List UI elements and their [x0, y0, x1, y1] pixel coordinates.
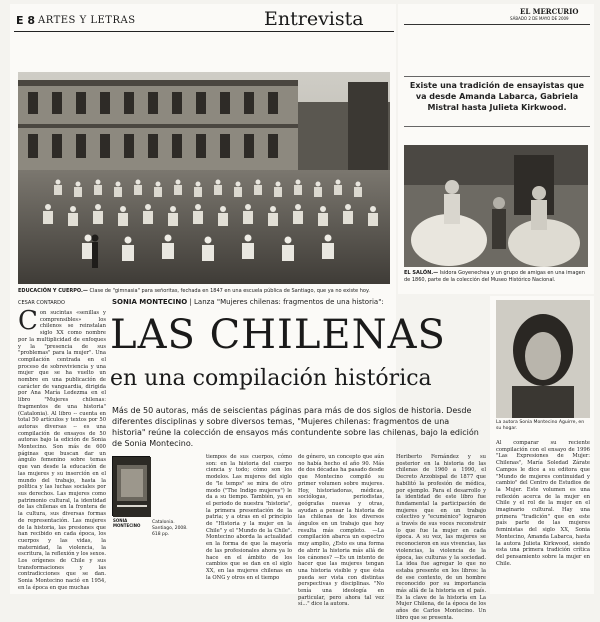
book-cover: [112, 456, 150, 516]
newspaper-logo: EL MERCURIO: [520, 7, 579, 16]
salon-photo-caption-label: EL SALÓN.—: [404, 270, 439, 276]
body-column-1: [18, 306, 107, 592]
main-photo-caption: [18, 288, 390, 295]
schoolyard-photo-illustration: [18, 72, 390, 284]
body-column-4: Heriberto Fernández y su posterior en la historia de las chilenas de 1960 a 1990, el Decreto Arzobispal de 1877 que habilitó la profesión de médica, por ejemplo. Para el desarrollo y la identidad de este libro fue fundamental la participación de mujeres que en un trabajo colectivo y "ecuménico" lograron a través de sus voces reconstruir lo que fue la mujer en cada época. A su vez, las mujeres se reconocieron en sus vivencias, las violencias, la violencia de la época, las culturas y la sociedad. La idea fue agregar lo que no estaba presente en los libros: la de ese contexto, de un hombre reconocido por su importancia más allá de la historia en el país. Es la clave de la historia en La Mujer Chilena, de la época de los años de Carlos Montecino. Un libro que se presenta.: [396, 454, 486, 621]
body-column-1-text: on sucintas «senillas y comprensibles» los chilenos se reinstalan siglo XX como nombre por la multiplicidad de enfoques y la "presencia de sus "problemas" para la mujer". Una compilación centrada en el proceso de sobreviviencia y una mujer que se ha vuelto un nombre en una publicación de carácter de vanguardia, dirigida por Ana María Ledezma en el libro "Mujeres chilenas: fragmentos de una historia" (Catalonia). Al libro -- cuenta en total 50 artículos y textos por 50 autoras diversas -- es una compilación de ensayos de 50 autoras bajo la edición de Sonia Montecino. Son más de 600 páginas que buscan dar un ángulo femenino sobre temas que van desde la educación de las mujeres y su inserción en el mundo del trabajo, hasta la política y las luchas sociales por sus derechos. Las mujeres como patrimonio cultural, la identidad de las chilenas en la frontera de la cultura, sus diversas formas de representación. Las mujeres de la historia, las presiones que han recibido en cada época, los cuerpos y las vidas, la maternidad, la violencia, la escritura, la reflexión y los sexos. Los orígenes de Chile y sus transformaciones y las contradicciones que se dan. Sonia Montecino nació en 1954, en la época en que muchas: [18, 310, 107, 591]
salon-photo-illustration: [404, 145, 588, 267]
main-photo: [18, 72, 390, 284]
kicker-text: Lanza "Mujeres chilenas: fragmentos de una historia":: [194, 298, 384, 306]
author-portrait-photo: [496, 300, 590, 418]
byline: CESAR CONTARDO: [18, 300, 65, 306]
body-column-2: tiempos de sus cuerpos, cómo son: en la historia del cuerpo ciencia y todo; cómo son los modelos. Las mujeres del siglo de "le temps" se mira de otro modo ("The Indigo mujeres") le da a su tiempo. También, ya en el periodo de nuestra "historia", la primera presentación de la patria; y a otras en el principio de "Historia y la mujer en la Chile" y el "Mundo de la Chile". Montecino aborda la actualidad en la forma de que la mayoría de las profesionales ahora ya lo hace en el ámbito de los cambios que se dan en el siglo XX, en las mujeres chilenas en la ONG y otros en el tiempo: [206, 454, 292, 581]
pullquote: Existe una tradición de ensayistas que va desde Amanda Labarca, Gabriela Mistral hasta Julieta Kirkwood.: [409, 81, 585, 112]
main-photo-caption-label: EDUCACIÓN Y CUERPO.—: [18, 288, 88, 294]
book-cover-art: [113, 457, 151, 517]
section-title: Entrevista: [264, 8, 364, 30]
lead-paragraph: Más de 50 autoras, más de seiscientas páginas para más de dos siglos de historia. Desde diferentes disciplinas y sobre diversos temas, "Mujeres chilenas: fragmentos de una historia" reúne la colección de ensayos más contundente sobre las chilenas, bajo la edición de Sonia Montecino.: [112, 406, 479, 448]
body-column-5: Al comparar su reciente compilación con el ensayo de 1996 "Las Expresiones de Mujer: Chilenas", María Soledad Zárate Campos le dice a su editora que "Mundo de mujeres continuidad y cambio" del Centro de Estudios de la Mujer. Este volumen es una reflexión acerca de la mujer en Chile y el rol de la mujer en el imaginario cultural. Hay una primera "tradición" que en este país parte de las mujeres feministas del siglo XX, Sonia Montecino, Amanda Labarca, hasta la autora Julieta Kirkwood, siendo esta una primera tradición crítica del pensamiento sobre la mujer en Chile.: [496, 440, 590, 567]
book-caption: Catalonia. Santiago, 2008. 618 pp.: [152, 520, 188, 537]
salon-photo: [404, 145, 588, 267]
salon-photo-caption-text: Isidora Goyenechea y un grupo de amigas en una imagen de 1860, parte de la colección del Museo Histórico Nacional.: [404, 270, 585, 283]
pullquote-rule-bottom: [404, 126, 590, 127]
subheadline: en una compilación histórica: [110, 366, 432, 391]
body-column-3: de género, un concepto que aún no había hecho el año 90. Más de dos décadas ha pasado desde que Montecino compiló su primer volumen sobre mujeres. Hoy, historiadoras, médicas, sociólogas, periodistas, geógrafas nuevas y otras, ayudan a pensar la historia de las chilenas de los diversos ángulos en un trabajo que hoy resulta más completo. —La compilación abarca un espectro muy amplio, ¿Esto es una forma de abrir la historia más allá de los cánones? —Es un intento de hacer que las mujeres tengan una historia visible y que ésta pueda ser vista con distintas perspectivas y disciplinas. "No tenía una ideología en particular, pero ahora tal vez sí..." dice la autora.: [298, 454, 384, 608]
author-portrait: [496, 300, 590, 418]
kicker-author: SONIA MONTECINO: [112, 298, 188, 306]
page-number: E 8: [16, 14, 35, 27]
page-header: [14, 8, 394, 32]
section-name: ARTES Y LETRAS: [38, 15, 136, 26]
main-photo-caption-text: Clase de "gimnasia" para señoritas, fechada en 1847 en una escuela pública de Santiago, que ya no existe hoy.: [89, 288, 370, 294]
dropcap: C: [18, 306, 38, 336]
issue-date: SÁBADO 2 DE MAYO DE 2009: [510, 16, 569, 21]
book-title: SONIA MONTECINO: [113, 518, 141, 528]
kicker: SONIA MONTECINO | Lanza "Mujeres chilenas: fragmentos de una historia":: [112, 298, 384, 306]
salon-photo-caption: [404, 270, 590, 283]
author-portrait-caption: La autora Sonia Montecino Aguirre, en su hogar.: [496, 420, 585, 431]
masthead-rule: [404, 24, 590, 25]
headline: LAS CHILENAS: [110, 312, 446, 358]
pullquote-rule-top: [404, 76, 590, 77]
